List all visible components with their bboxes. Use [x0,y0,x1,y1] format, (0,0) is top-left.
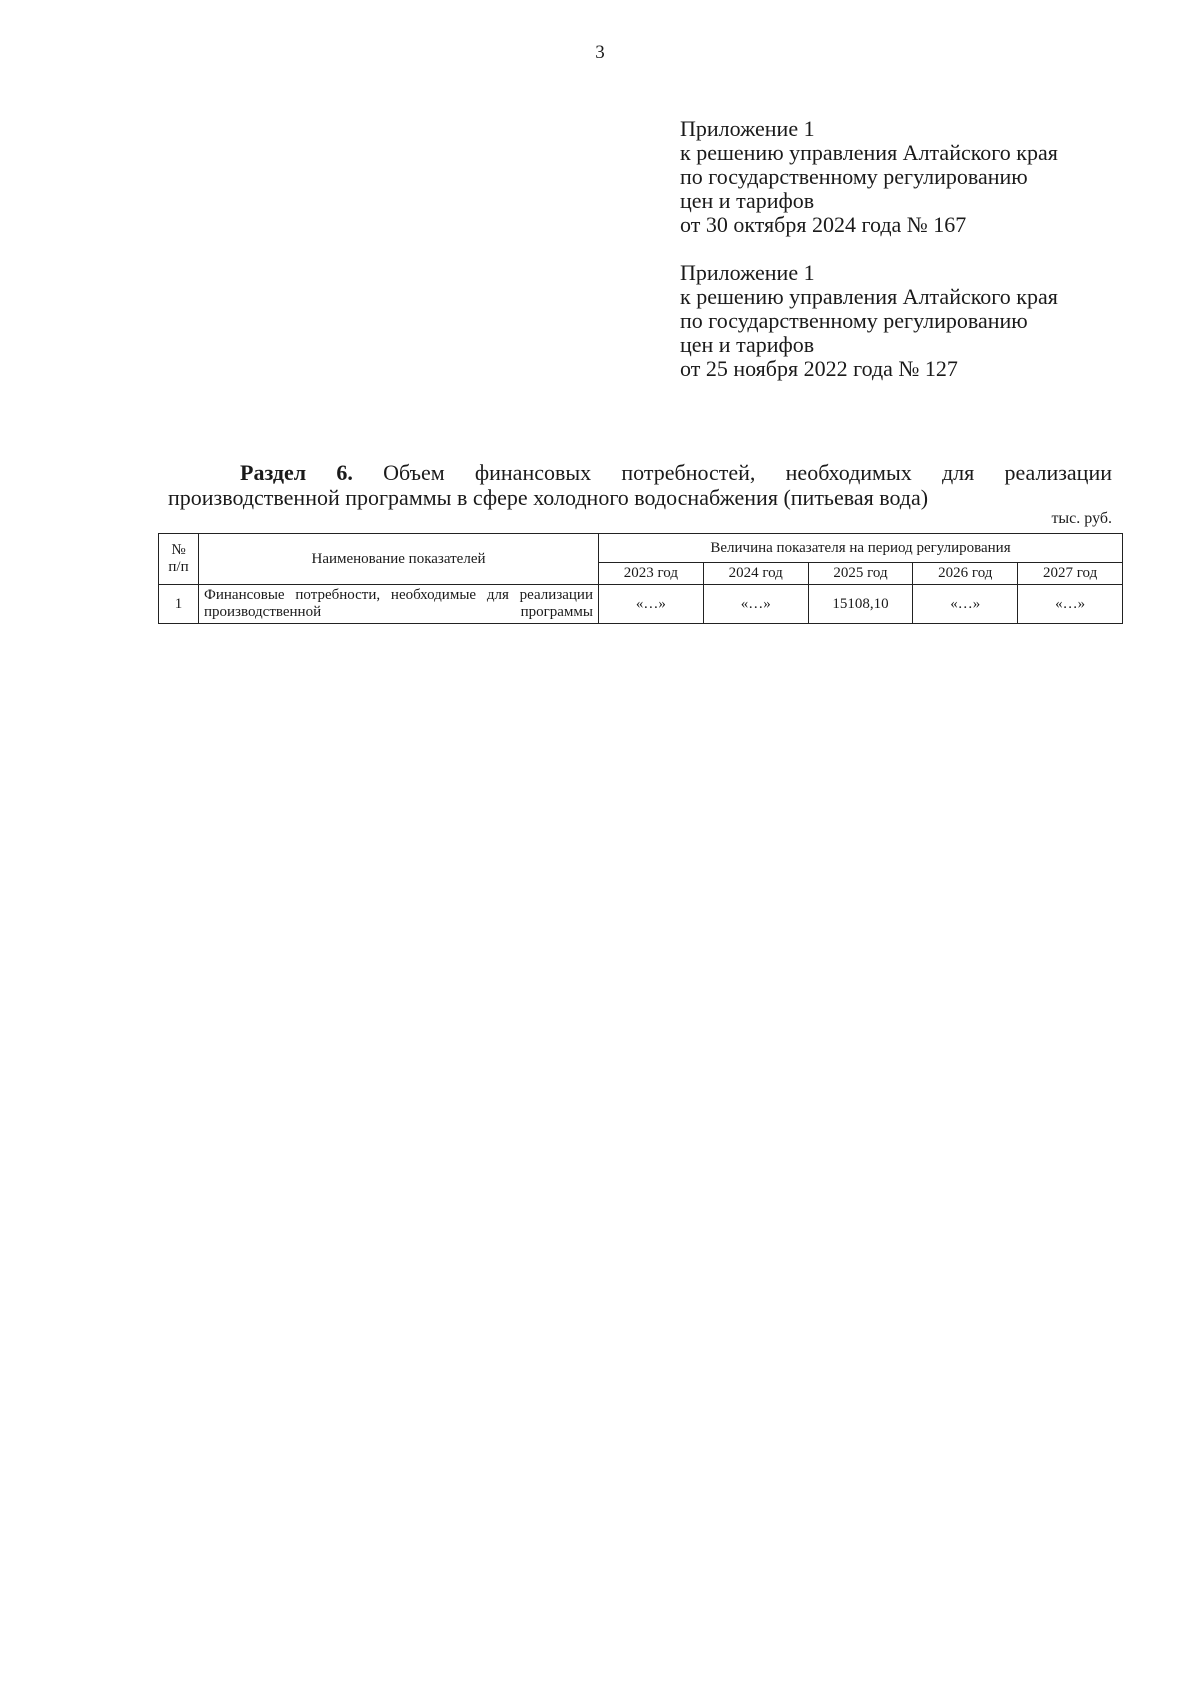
section-title: Объем финансовых потребностей, необходимых для реализации производственной программы в сфере холодного водоснабжения (питьевая вода) [168,460,1112,510]
header-name: Наименование показателей [199,534,599,585]
financial-needs-table [158,533,1123,624]
appendix-original [680,261,1150,381]
appendix-line: по государственному регулированию [680,164,1028,189]
appendix-line: к решению управления Алтайского края [680,140,1058,165]
header-num: № п/п [159,534,199,585]
header-year: 2024 год [703,563,808,585]
row-value: «…» [703,585,808,624]
row-value: 15108,10 [808,585,913,624]
row-num: 1 [159,585,199,624]
section-heading [168,460,1112,510]
appendix-line: цен и тарифов [680,332,815,357]
row-value: «…» [599,585,704,624]
appendix-line: к решению управления Алтайского края [680,284,1058,309]
row-value: «…» [1018,585,1123,624]
section-label: Раздел 6. [240,460,353,485]
header-period-group: Величина показателя на период регулирования [599,534,1123,563]
page-number: 3 [595,42,605,63]
row-name: Финансовые потребности, необходимые для реализации производственной программы [199,585,599,624]
row-value: «…» [913,585,1018,624]
appendix-line: цен и тарифов [680,188,815,213]
table-row [159,585,1123,624]
header-year: 2027 год [1018,563,1123,585]
appendix-line: по государственному регулированию [680,308,1028,333]
table-header-row [159,534,1123,563]
appendix-current [680,117,1150,237]
appendix-line: Приложение 1 [680,260,815,285]
appendix-line: от 30 октября 2024 года № 167 [680,212,967,237]
header-year: 2026 год [913,563,1018,585]
appendix-line: Приложение 1 [680,116,815,141]
appendix-line: от 25 ноября 2022 года № 127 [680,356,958,381]
header-year: 2025 год [808,563,913,585]
header-year: 2023 год [599,563,704,585]
units-label: тыс. руб. [1051,510,1112,527]
